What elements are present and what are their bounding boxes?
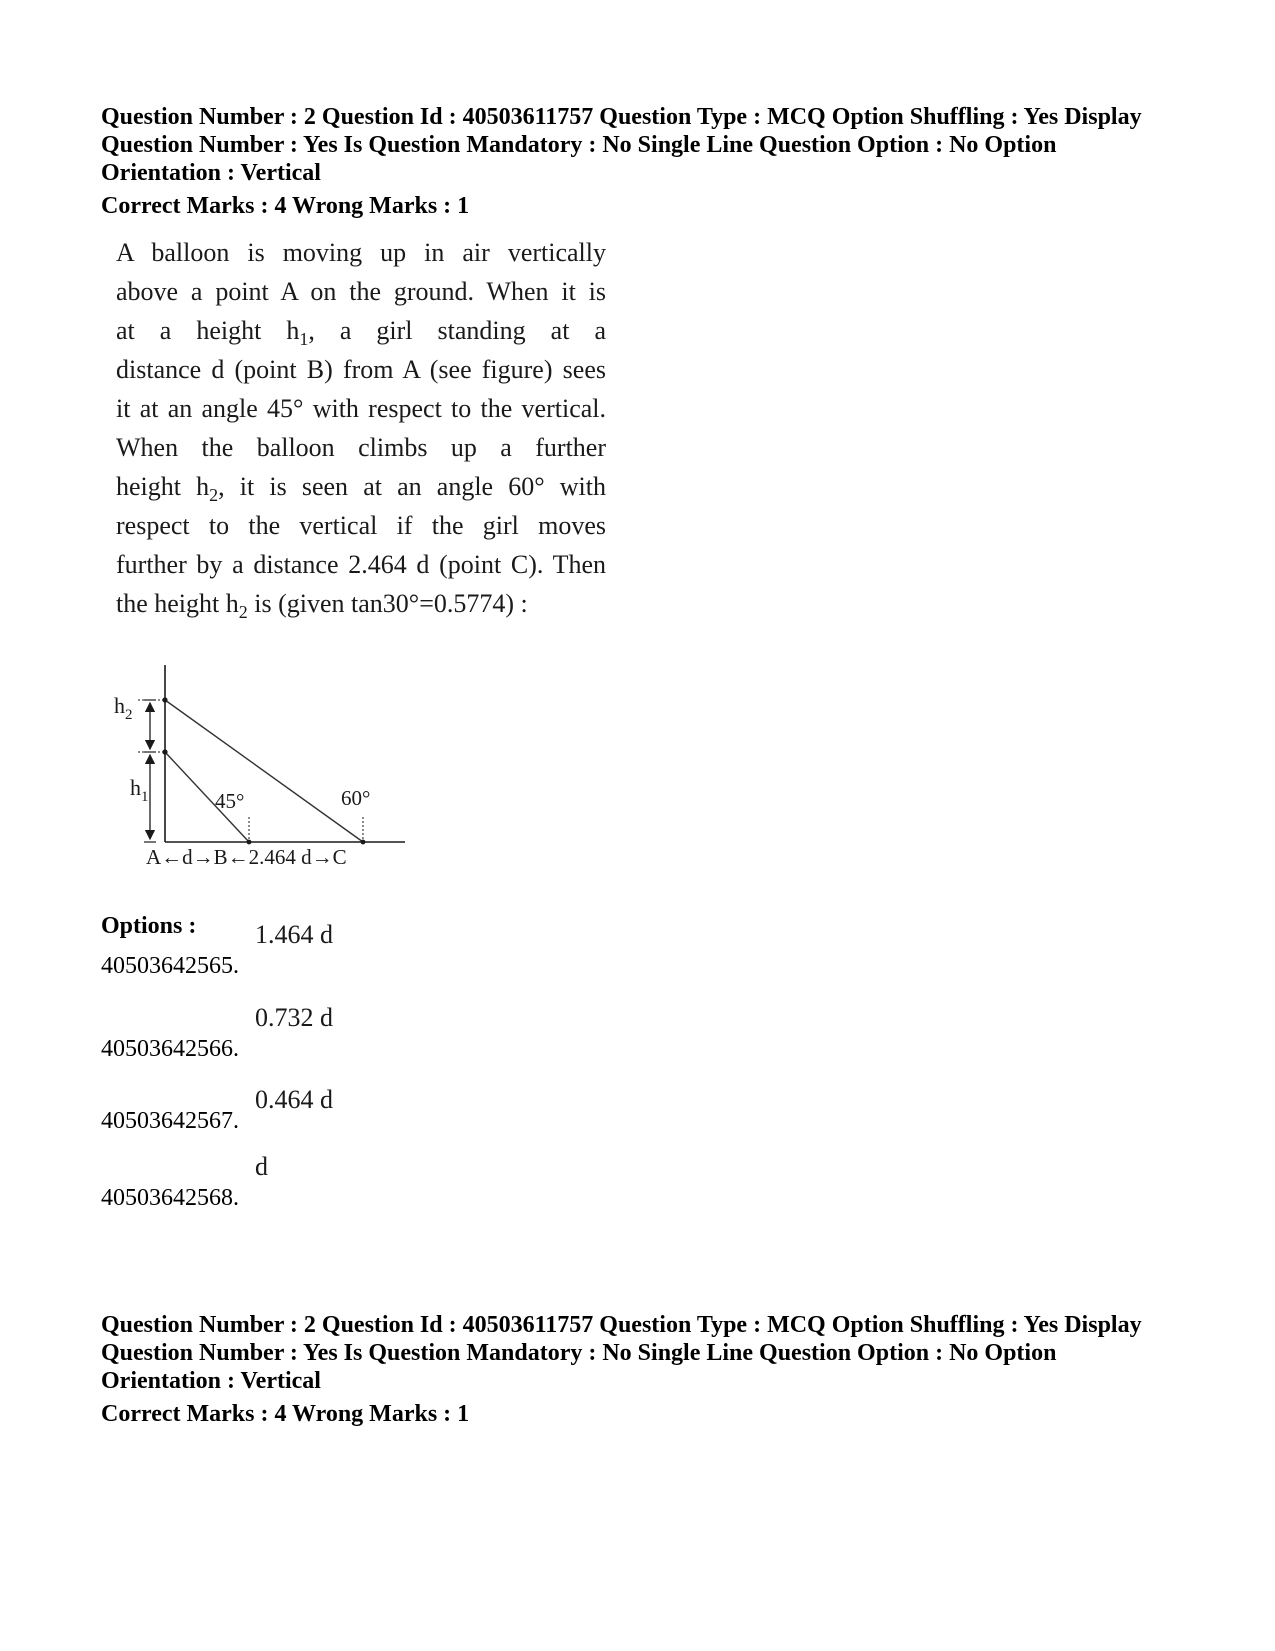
question-text <box>116 233 606 623</box>
question-line: further by a distance 2.464 d (point C). Then <box>116 550 606 579</box>
question-line: A balloon is moving up in air vertically <box>116 238 606 267</box>
h1-label: $h_1$ <box>130 775 149 805</box>
header-line: Orientation : Vertical <box>101 1368 321 1394</box>
option-id: 40503642567. <box>101 1108 239 1134</box>
option-value: 0.732 d <box>255 1003 333 1032</box>
marks-line: Correct Marks : 4 Wrong Marks : 1 <box>101 193 470 219</box>
h2-label: $h_2$ <box>114 693 133 723</box>
option-value: 1.464 d <box>255 920 333 949</box>
header-line: Question Number : 2 Question Id : 40503611757 Question Type : MCQ Option Shuffling : Yes Display <box>101 1312 1142 1338</box>
question-line: at a height $h_1$, a girl standing at a <box>116 316 606 349</box>
option-value: d <box>255 1152 268 1181</box>
question-line: it at an angle 45° with respect to the vertical. <box>116 394 606 423</box>
question-line: respect to the vertical if the girl moves <box>116 511 606 540</box>
option-2[interactable] <box>101 1003 701 1063</box>
question-header <box>101 1311 1201 1428</box>
option-id: 40503642566. <box>101 1036 239 1062</box>
question-line: above a point A on the ground. When it is <box>116 277 606 306</box>
header-line: Question Number : Yes Is Question Mandatory : No Single Line Question Option : No Option <box>101 132 1057 158</box>
option-4[interactable] <box>101 1152 701 1212</box>
question-line: the height $h_2$ is (given tan30°=0.5774) : <box>116 589 528 622</box>
option-3[interactable] <box>101 1075 701 1135</box>
option-id: 40503642565. <box>101 953 239 979</box>
option-id: 40503642568. <box>101 1185 239 1211</box>
question-line: When the balloon climbs up a further <box>116 433 606 462</box>
option-value: 0.464 d <box>255 1085 333 1114</box>
balloon-diagram <box>108 665 428 920</box>
header-line: Question Number : Yes Is Question Mandatory : No Single Line Question Option : No Option <box>101 1340 1057 1366</box>
angle-60-label: 60° <box>341 786 371 810</box>
question-line: distance d (point B) from A (see figure) sees <box>116 355 606 384</box>
question-line: height $h_2$, it is seen at an angle 60° with <box>116 472 606 505</box>
point-b-dot <box>247 840 252 845</box>
baseline-label: A←d→B←2.464 d→C <box>146 845 347 869</box>
marks-line: Correct Marks : 4 Wrong Marks : 1 <box>101 1401 470 1427</box>
header-line: Orientation : Vertical <box>101 160 321 186</box>
angle-45-label: 45° <box>215 789 245 813</box>
sight-line-60 <box>165 700 363 842</box>
header-line: Question Number : 2 Question Id : 40503611757 Question Type : MCQ Option Shuffling : Yes Display <box>101 104 1142 130</box>
point-c-dot <box>361 840 366 845</box>
options-label: Options : <box>101 913 197 939</box>
option-1[interactable] <box>101 920 701 980</box>
question-header <box>101 103 1201 220</box>
